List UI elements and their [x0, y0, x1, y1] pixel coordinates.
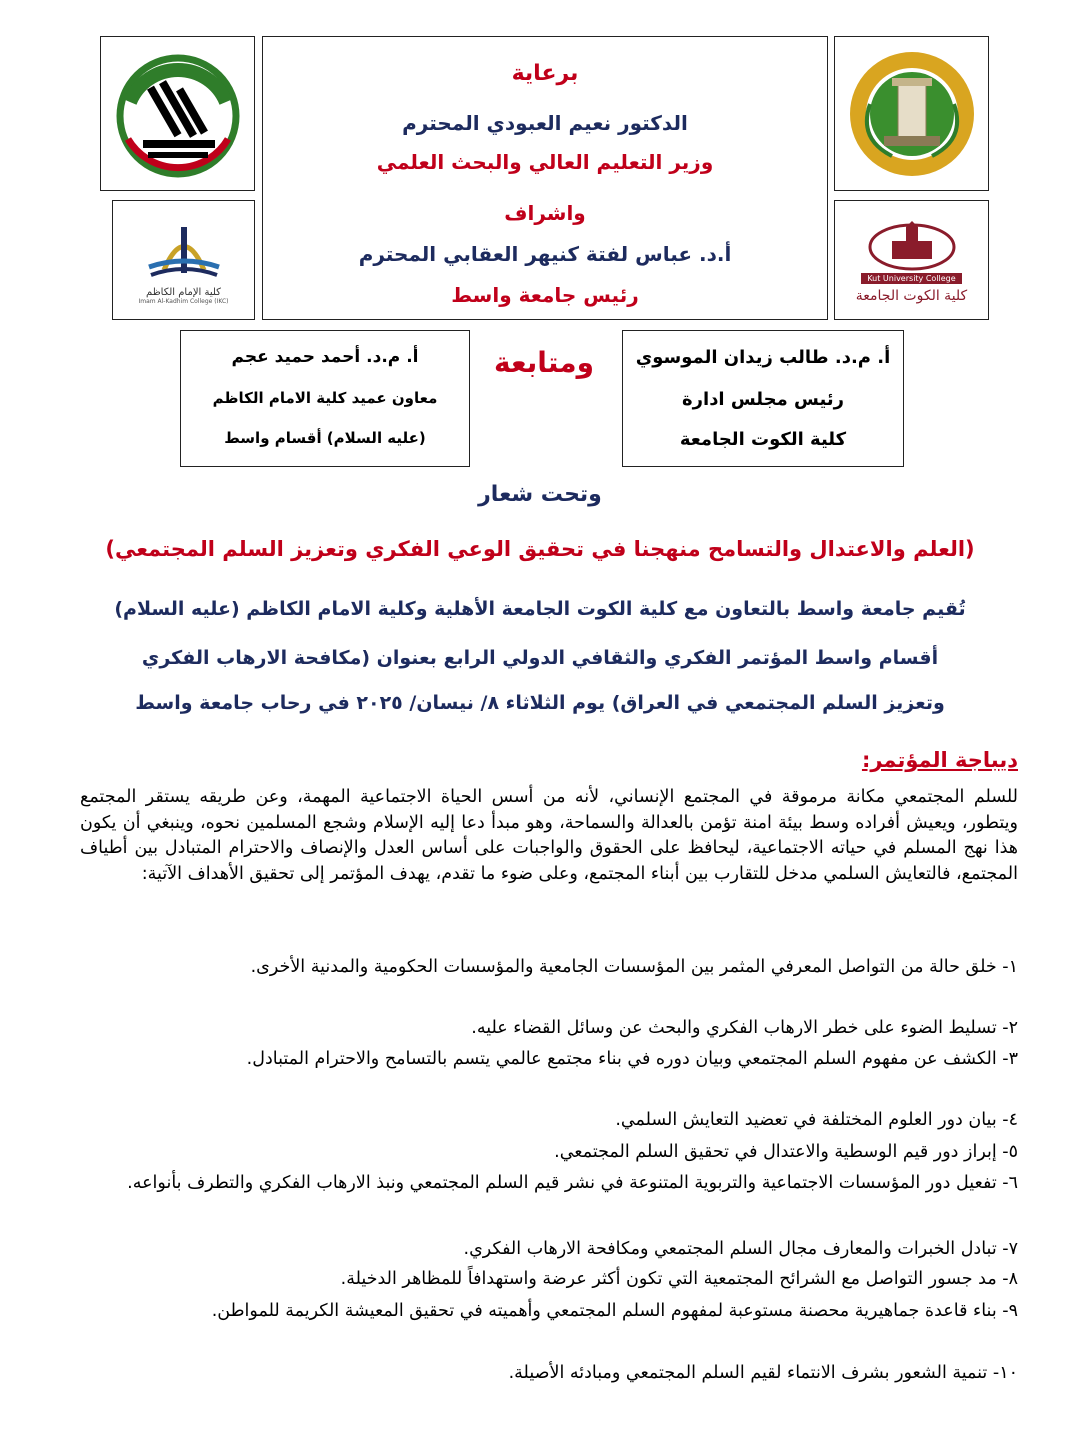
president-title: رئيس جامعة واسط — [451, 283, 639, 307]
kut-logo-box — [834, 200, 989, 320]
kut-logo-icon — [862, 217, 962, 271]
supervision-label: واشراف — [504, 201, 586, 225]
patronage-title: برعاية — [511, 61, 579, 86]
preamble-heading: ديباجة المؤتمر: — [861, 748, 1018, 772]
kadhim-logo-icon — [129, 215, 239, 287]
followup-left-role: معاون عميد كلية الامام الكاظم — [212, 389, 438, 407]
hashd-logo-icon — [108, 44, 248, 184]
goal-item: ١- خلق حالة من التواصل المعرفي المثمر بين المؤسسات الجامعية والمؤسسات الحكومية والمدنية الأخرى. — [250, 957, 1018, 977]
goal-item: ٦- تفعيل دور المؤسسات الاجتماعية والتربوية المتنوعة في نشر قيم السلم المجتمعي ونبذ الارهاب الفكري والتطرف بأنواعه. — [127, 1173, 1018, 1193]
patronage-box — [262, 36, 828, 320]
goal-item: ٤- بيان دور العلوم المختلفة في تعضيد التعايش السلمي. — [615, 1110, 1018, 1130]
followup-right-org: كلية الكوت الجامعة — [679, 429, 847, 450]
minister-name: الدكتور نعيم العبودي المحترم — [402, 111, 688, 135]
kut-logo-english: Kut University College — [861, 273, 961, 284]
minister-title: وزير التعليم العالي والبحث العلمي — [376, 150, 714, 174]
slogan-text: (العلم والاعتدال والتسامح منهجنا في تحقيق الوعي الفكري وتعزيز السلم المجتمعي) — [105, 537, 975, 561]
kut-logo-arabic: كلية الكوت الجامعة — [855, 287, 968, 304]
kadhim-logo-arabic: كلية الإمام الكاظم — [146, 287, 221, 298]
wasit-logo-icon — [842, 44, 982, 184]
announcement-line-2: أقسام واسط المؤتمر الفكري والثقافي الدولي الرابع بعنوان (مكافحة الارهاب الفكري — [141, 647, 939, 669]
goal-item: ٢- تسليط الضوء على خطر الارهاب الفكري والبحث عن وسائل القضاء عليه. — [471, 1018, 1018, 1038]
goal-item: ٥- إبراز دور قيم الوسطية والاعتدال في تحقيق السلم المجتمعي. — [554, 1142, 1018, 1162]
followup-left-name: أ. م.د. أحمد حميد عجم — [231, 347, 419, 367]
announcement-line-1: تُقيم جامعة واسط بالتعاون مع كلية الكوت الجامعة الأهلية وكلية الامام الكاظم (عليه السلام) — [114, 598, 966, 620]
goal-item: ١٠- تنمية الشعور بشرف الانتماء لقيم السلم المجتمعي ومبادئه الأصيلة. — [508, 1363, 1018, 1383]
goal-item: ٣- الكشف عن مفهوم السلم المجتمعي وبيان دوره في بناء مجتمع عالمي يتسم بالتسامح والاحترام المتبادل. — [246, 1049, 1018, 1069]
preamble-body: للسلم المجتمعي مكانة مرموقة في المجتمع الإنساني، لأنه من أسس الحياة الاجتماعية المهمة، وعن طريقه يستقر المجتمع ويتطور، ويعيش أفراده وسط بيئة امنة تؤمن بالعدالة والسماحة، وهو مبدأ دعا إليه الإسلام وشجع المسلمين نحوه، وينبغي أن يكون هذا نهج المسلم في حياته الاجتماعية، ليحافظ على الحقوق والواجبات على أساس العدل والإنصاف والاحترام المتبادل بين أطياف المجتمع، فالتعايش السلمي مدخل للتقارب بين أبناء المجتمع، وعلى ضوء ما تقدم، يهدف المؤتمر إلى تحقيق الأهداف الآتية: — [80, 787, 1018, 884]
slogan-intro: وتحت شعار — [478, 482, 602, 507]
goal-item: ٨- مد جسور التواصل مع الشرائح المجتمعية التي تكون أكثر عرضة واستهدافاً للمظاهر الدخيلة. — [340, 1269, 1018, 1289]
followup-right-name: أ. م.د. طالب زيدان الموسوي — [635, 347, 891, 368]
followup-left-box — [180, 330, 470, 467]
hashd-logo-box — [100, 36, 255, 191]
kadhim-logo-english: Imam Al-Kadhim College (IKC) — [138, 298, 229, 305]
kadhim-logo-box — [112, 200, 255, 320]
followup-right-role: رئيس مجلس ادارة — [682, 389, 844, 410]
goal-item: ٧- تبادل الخبرات والمعارف مجال السلم المجتمعي ومكافحة الارهاب الفكري. — [463, 1239, 1018, 1259]
president-name: أ.د. عباس لفتة كنيهر العقابي المحترم — [358, 242, 732, 266]
followup-left-org: (عليه السلام) أقسام واسط — [224, 429, 426, 447]
followup-label: ومتابعة — [494, 346, 594, 379]
goal-item: ٩- بناء قاعدة جماهيرية محصنة مستوعبة لمفهوم السلم المجتمعي وأهميته في تحقيق المعيشة الكريمة للمواطن. — [211, 1301, 1018, 1321]
announcement-line-3: وتعزيز السلم المجتمعي في العراق) يوم الثلاثاء ٨/ نيسان/ ٢٠٢٥ في رحاب جامعة واسط — [135, 692, 945, 714]
wasit-logo-box — [834, 36, 989, 191]
followup-right-box — [622, 330, 904, 467]
